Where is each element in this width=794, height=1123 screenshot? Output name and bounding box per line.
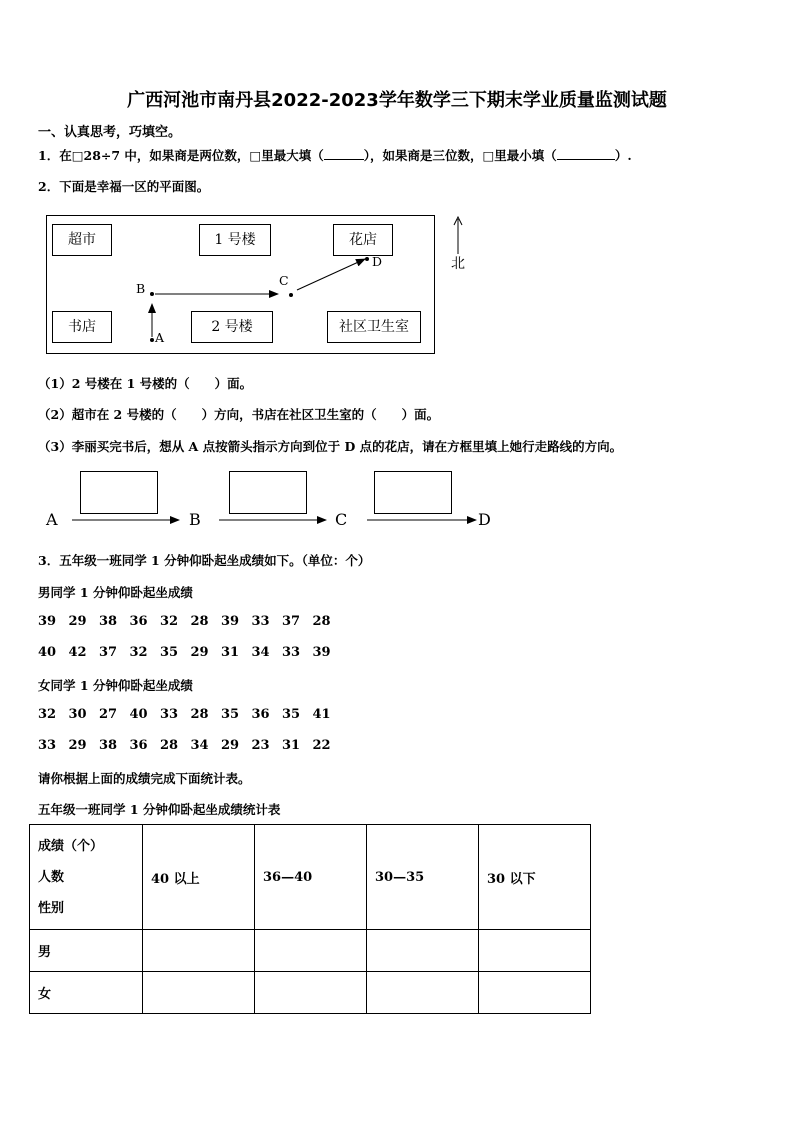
q1-blank-2[interactable] [557, 148, 615, 160]
point-b [150, 292, 154, 296]
statistics-table [29, 824, 591, 1014]
score-value: 37 [99, 645, 118, 660]
point-c [289, 293, 293, 297]
corner-label-count: 人数 [38, 869, 65, 885]
score-value: 38 [99, 614, 118, 629]
score-value: 40 [38, 645, 57, 660]
score-value: 27 [99, 707, 118, 722]
question-2-1: （1）2 号楼在 1 号楼的（ ）面。 [38, 376, 253, 391]
score-value: 28 [190, 707, 209, 722]
table-cell[interactable] [143, 930, 255, 972]
table-cell[interactable] [143, 972, 255, 1014]
boys-scores-row-2 [38, 645, 343, 660]
q1-text-3: ）. [614, 148, 632, 163]
score-value: 29 [221, 738, 240, 753]
row-header-girls: 女 [30, 972, 143, 1014]
girls-scores-label: 女同学 1 分钟仰卧起坐成绩 [38, 678, 193, 693]
score-value: 35 [160, 645, 179, 660]
row-header-boys: 男 [30, 930, 143, 972]
score-value: 23 [251, 738, 270, 753]
map-box-flower-shop: 花店 [333, 224, 393, 256]
question-2-intro: 2．下面是幸福一区的平面图。 [38, 179, 210, 194]
score-value: 28 [312, 614, 331, 629]
community-map [46, 215, 435, 354]
arrow-c-to-d [297, 259, 365, 290]
table-cell[interactable] [255, 972, 367, 1014]
score-value: 28 [160, 738, 179, 753]
map-box-building-1: 1 号楼 [199, 224, 271, 256]
table-cell[interactable] [367, 972, 479, 1014]
score-value: 29 [68, 614, 87, 629]
girls-scores-row-2 [38, 738, 343, 753]
table-header-row [30, 825, 591, 930]
score-value: 32 [129, 645, 148, 660]
score-value: 36 [129, 614, 148, 629]
page-title: 广西河池市南丹县2022-2023学年数学三下期末学业质量监测试题 [127, 90, 667, 111]
direction-answer-box-1[interactable] [80, 471, 158, 514]
score-value: 29 [68, 738, 87, 753]
point-a [150, 338, 154, 342]
map-box-building-2: 2 号楼 [191, 311, 273, 343]
column-header: 30—35 [367, 825, 479, 930]
table-cell[interactable] [479, 930, 591, 972]
score-value: 32 [160, 614, 179, 629]
north-label: 北 [451, 256, 465, 272]
score-value: 22 [312, 738, 331, 753]
question-3-intro: 3．五年级一班同学 1 分钟仰卧起坐成绩如下。（单位：个） [38, 553, 371, 568]
direction-answer-box-2[interactable] [229, 471, 307, 514]
column-header: 30 以下 [479, 825, 591, 930]
score-value: 33 [282, 645, 301, 660]
score-value: 36 [129, 738, 148, 753]
table-instruction: 请你根据上面的成绩完成下面统计表。 [38, 771, 251, 786]
point-d [365, 257, 369, 261]
north-arrow-icon [450, 216, 466, 256]
score-value: 33 [160, 707, 179, 722]
score-value: 36 [251, 707, 270, 722]
score-value: 31 [282, 738, 301, 753]
label-c: C [279, 273, 289, 288]
column-header: 36—40 [255, 825, 367, 930]
corner-label-gender: 性别 [38, 900, 65, 916]
q1-blank-1[interactable] [324, 148, 364, 160]
q1-text-1: 1．在□28÷7 中，如果商是两位数，□里最大填（ [38, 148, 324, 163]
question-1 [38, 146, 632, 164]
table-cell[interactable] [479, 972, 591, 1014]
table-cell[interactable] [367, 930, 479, 972]
map-box-bookstore: 书店 [52, 311, 112, 343]
corner-label-score: 成绩（个） [38, 838, 104, 854]
score-value: 37 [282, 614, 301, 629]
route-label-d: D [478, 510, 491, 529]
score-value: 35 [221, 707, 240, 722]
score-value: 41 [312, 707, 331, 722]
route-arrows [60, 512, 490, 528]
score-value: 35 [282, 707, 301, 722]
score-value: 31 [221, 645, 240, 660]
q1-text-2: ），如果商是三位数，□里最小填（ [363, 148, 557, 163]
map-route-arrows [47, 216, 434, 353]
boys-scores-row-1 [38, 614, 343, 629]
label-d: D [372, 254, 383, 269]
score-value: 39 [221, 614, 240, 629]
score-value: 34 [190, 738, 209, 753]
table-corner-cell [30, 825, 143, 930]
map-box-clinic: 社区卫生室 [327, 311, 421, 343]
score-value: 39 [312, 645, 331, 660]
score-value: 38 [99, 738, 118, 753]
label-b: B [136, 281, 146, 296]
section-heading: 一、认真思考，巧填空。 [38, 125, 182, 140]
table-title: 五年级一班同学 1 分钟仰卧起坐成绩统计表 [38, 802, 281, 817]
route-label-b: B [189, 510, 201, 529]
table-cell[interactable] [255, 930, 367, 972]
route-label-c: C [335, 510, 348, 529]
girls-scores-row-1 [38, 707, 343, 722]
score-value: 33 [251, 614, 270, 629]
score-value: 29 [190, 645, 209, 660]
score-value: 28 [190, 614, 209, 629]
score-value: 34 [251, 645, 270, 660]
boys-scores-label: 男同学 1 分钟仰卧起坐成绩 [38, 585, 193, 600]
table-row [30, 930, 591, 972]
direction-answer-box-3[interactable] [374, 471, 452, 514]
route-label-a: A [46, 510, 58, 529]
question-2-3: （3）李丽买完书后，想从 A 点按箭头指示方向到位于 D 点的花店，请在方框里填上她行走路线的方向。 [38, 439, 623, 454]
score-value: 39 [38, 614, 57, 629]
question-2-2: （2）超市在 2 号楼的（ ）方向，书店在社区卫生室的（ ）面。 [38, 407, 440, 422]
map-box-supermarket: 超市 [52, 224, 112, 256]
score-value: 33 [38, 738, 57, 753]
column-header: 40 以上 [143, 825, 255, 930]
table-row [30, 972, 591, 1014]
score-value: 32 [38, 707, 57, 722]
label-a: A [155, 330, 165, 345]
score-value: 40 [129, 707, 148, 722]
score-value: 42 [68, 645, 87, 660]
score-value: 30 [68, 707, 87, 722]
